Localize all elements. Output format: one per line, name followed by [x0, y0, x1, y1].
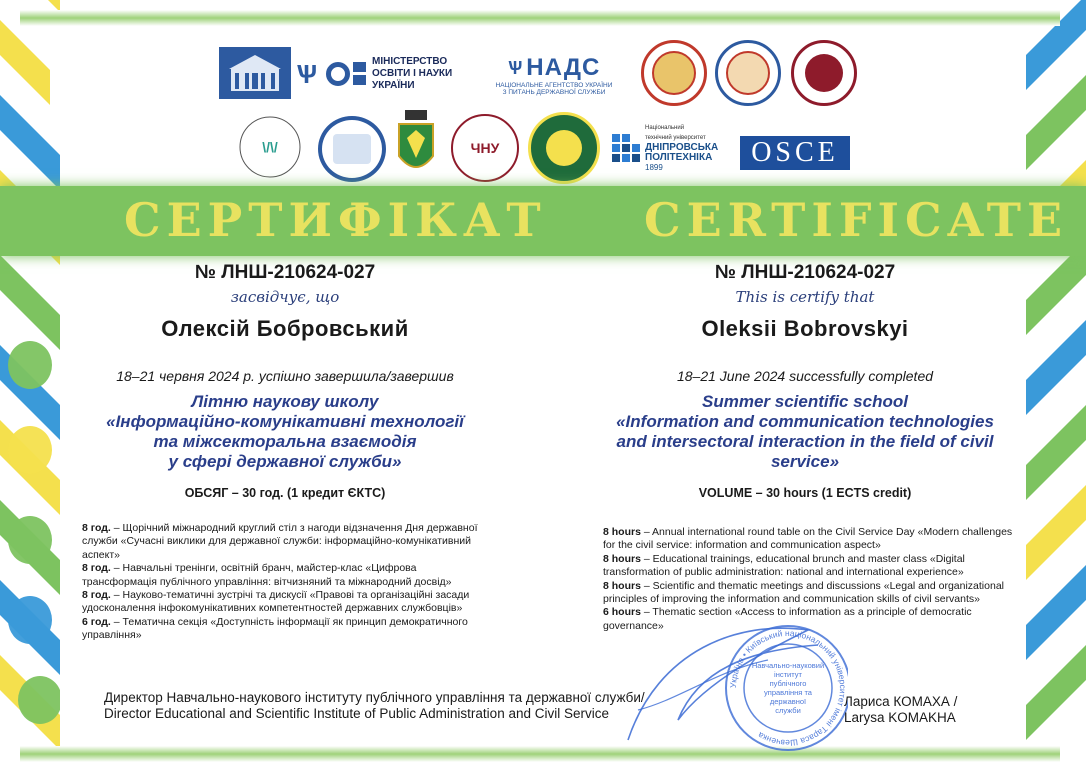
ua-hours-text: – Науково-тематичні зустрічі та дискусії «Правові та організаційні засади удосконалення інфокомунікативних компетентностей державних службовців»: [82, 589, 470, 615]
en-hours-text: – Thematic section «Access to information as a principle of democratic governance»: [603, 606, 972, 632]
en-school-line: Summer scientific school: [702, 392, 908, 411]
ua-hours-value: 8 год.: [82, 562, 111, 575]
en-hours-item: [603, 580, 1013, 607]
longwood-university-logo: [318, 116, 386, 182]
ua-hours-item: [82, 522, 482, 562]
dnipro-text: Національний: [645, 125, 685, 131]
osce-logo: [740, 136, 850, 170]
en-hours-value: 8 hours: [603, 552, 641, 565]
nads-title: НАДС: [526, 54, 601, 81]
ua-school-title: [80, 392, 490, 472]
dnipro-text: ДНІПРОВСЬКА: [645, 142, 719, 153]
stamp-center-text: Навчально-науковий: [751, 661, 825, 670]
stamp-center-text: публічного: [769, 679, 807, 688]
ua-hours-list: [82, 522, 482, 643]
en-hours-value: 8 hours: [603, 526, 641, 538]
ua-school-line: Літню наукову школу: [191, 392, 379, 411]
stamp-center-text: державної: [769, 697, 807, 706]
dnipro-squares-icon: [612, 134, 640, 162]
svg-text:\/\/: \/\/: [262, 139, 278, 155]
trident-icon: Ѱ: [507, 57, 523, 78]
ua-hours-value: 6 год.: [82, 615, 111, 628]
university-seal-2: [715, 40, 781, 106]
ua-school-line: «Інформаційно-комунікативні технології: [106, 412, 464, 431]
en-certify-text: This is certify that: [735, 288, 875, 306]
mon-text-line: ОСВІТИ І НАУКИ: [372, 68, 453, 79]
mon-text-line: МІНІСТЕРСТВО: [372, 56, 448, 67]
chnu-text: ЧНУ: [470, 140, 500, 156]
ua-volume: ОБСЯГ – 30 год. (1 кредит ЄКТС): [184, 486, 386, 500]
en-hours-value: 6 hours: [603, 606, 641, 619]
en-recipient-name: Oleksii Bobrovskyi: [701, 316, 909, 341]
nads-logo: [488, 50, 620, 100]
ua-hours-item: [82, 562, 482, 589]
mon-symbol-icon: [326, 62, 366, 86]
dnipro-polytechnic-logo: [612, 126, 732, 170]
top-green-bar: [20, 10, 1060, 26]
warmia-mazury-logo: [232, 114, 308, 180]
right-stripes: [1026, 0, 1086, 740]
ua-hours-item: [82, 616, 482, 643]
university-seal-3: [791, 40, 857, 106]
academy-emblem-logo: [528, 112, 600, 184]
en-column: [600, 262, 1010, 500]
stamp-center-text: управління та: [764, 688, 812, 697]
ua-hours-item: [82, 589, 482, 616]
dnipro-text: ПОЛІТЕХНІКА: [645, 152, 713, 163]
ua-certificate-number: № ЛНШ-210624-027: [194, 262, 376, 283]
mon-text-line: УКРАЇНИ: [372, 80, 415, 91]
en-completed-text: 18–21 June 2024 successfully completed: [676, 368, 934, 384]
institute-building-logo: [219, 47, 291, 99]
trident-icon: Ѱ: [296, 58, 318, 89]
ua-school-line: та міжсекторальна взаємодія: [153, 432, 417, 451]
ua-hours-text: – Щорічний міжнародний круглий стіл з нагоди відзначення Дня державної служби «Сучасні виклики для державної служби: інформаційно-комунікативний аспект»: [82, 522, 478, 561]
signatory-position-ua: Директор Навчально-наукового інституту публічного управління та державної служби/: [104, 690, 645, 705]
en-school-line: «Information and communication technologies: [616, 412, 994, 431]
ua-hours-value: 8 год.: [82, 589, 111, 602]
en-certificate-number: № ЛНШ-210624-027: [714, 262, 896, 283]
en-hours-item: [603, 526, 1013, 553]
ua-completed-text: 18–21 червня 2024 р. успішно завершила/завершив: [116, 368, 454, 384]
stamp-ring-text: Україна • Київський національний університет імені Тараса Шевченка: [727, 627, 848, 749]
university-crest-logo: [393, 108, 439, 182]
nads-subtitle: З ПИТАНЬ ДЕРЖАВНОЇ СЛУЖБИ: [502, 89, 606, 96]
dnipro-text: 1899: [645, 163, 663, 172]
ua-school-line: у сфері державної служби»: [168, 452, 402, 471]
signatory-position: [104, 690, 664, 722]
signatory-name: [844, 694, 974, 726]
en-hours-value: 8 hours: [603, 579, 641, 592]
stamp-center-text: інститут: [774, 670, 802, 679]
ua-certify-text: засвідчує, що: [230, 288, 340, 306]
en-volume: VOLUME – 30 hours (1 ECTS credit): [698, 486, 912, 500]
certificate-title-ua: СЕРТИФІКАТ: [124, 193, 547, 247]
ua-column: [80, 262, 490, 500]
en-hours-text: – Annual international round table on the Civil Service Day «Modern challenges for the civil service: information and communication aspect»: [603, 526, 1013, 552]
nads-subtitle: НАЦІОНАЛЬНЕ АГЕНТСТВО УКРАЇНИ: [495, 82, 613, 89]
ministry-of-education-logo: [296, 52, 482, 96]
ua-hours-text: – Навчальні тренінги, освітній бранч, майстер-клас «Цифрова трансформація публічного управління: вітчизняний та міжнародний досвід»: [82, 562, 452, 588]
signatory-position-en: Director Educational and Scientific Institute of Public Administration and Civil Service: [104, 706, 609, 721]
ua-hours-text: – Тематична секція «Доступність інформації як принцип демократичного управління»: [82, 615, 468, 642]
signatory-name-ua: Лариса КОМАХА /: [844, 694, 958, 709]
chnu-logo: [451, 114, 519, 182]
official-stamp: [618, 610, 848, 760]
ua-recipient-name: Олексій Бобровський: [161, 316, 409, 341]
ua-hours-value: 8 год.: [82, 522, 111, 534]
osce-text: OSCE: [751, 137, 839, 168]
en-school-line: and intersectoral interaction in the field of civil: [616, 432, 994, 451]
stamp-center-text: служби: [775, 706, 801, 715]
dnipro-text: технічний університет: [645, 135, 706, 141]
en-hours-text: – Scientific and thematic meetings and discussions «Legal and organizational principles of improving the information and communication skills of civil servants»: [603, 579, 1004, 606]
en-hours-text: – Educational trainings, educational brunch and master class «Digital transformation of public administration: national and international experience»: [603, 552, 965, 579]
certificate-title-en: CERTIFICATE: [644, 193, 1069, 247]
signatory-name-en: Larysa KOMAKHA: [844, 710, 956, 725]
en-school-title: [600, 392, 1010, 472]
en-hours-item: [603, 553, 1013, 580]
university-seal-1: [641, 40, 707, 106]
bottom-green-bar: [20, 746, 1060, 762]
en-school-line: service»: [770, 452, 840, 471]
